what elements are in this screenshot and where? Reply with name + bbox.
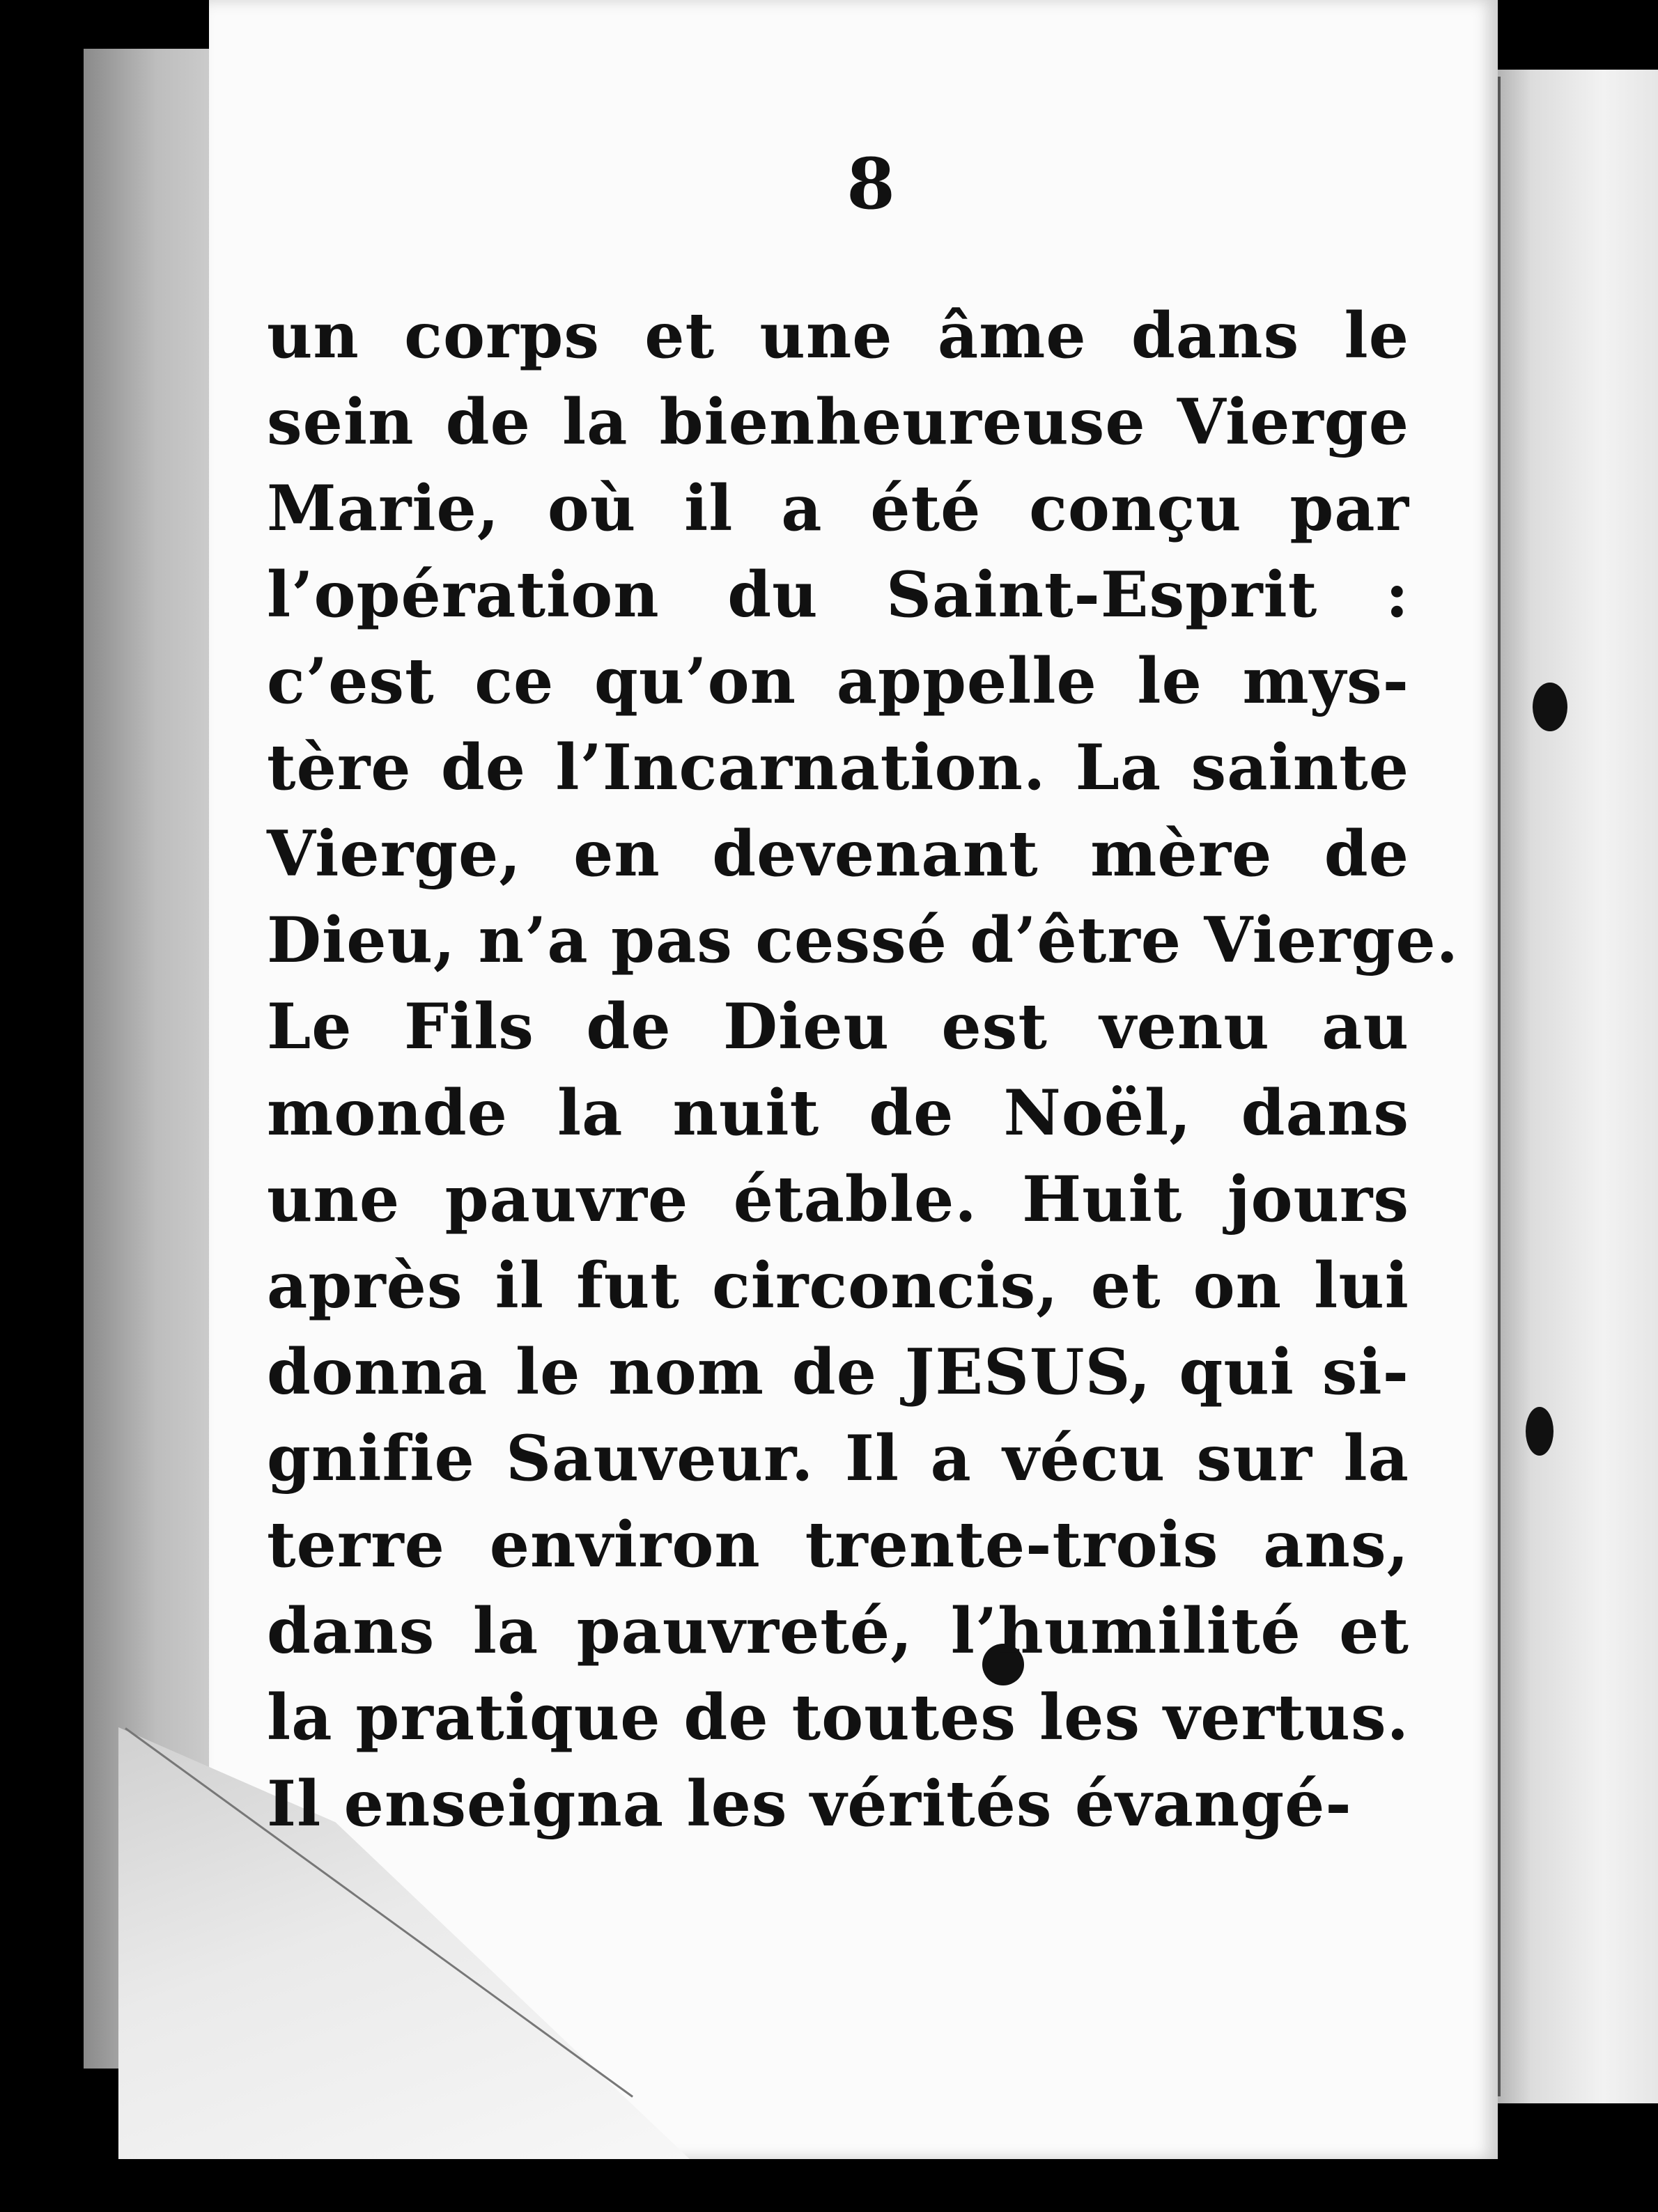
text-line: Il enseigna les vérités évangé-: [267, 1767, 1352, 1841]
text-line: l’opération du Saint-Esprit :: [267, 558, 1409, 632]
text-line: terre environ trente-trois ans,: [267, 1508, 1409, 1582]
text-line: Vierge, en devenant mère de: [267, 817, 1409, 891]
text-line: après il fut circoncis, et on lui: [267, 1249, 1409, 1323]
ink-blot: [1533, 683, 1567, 731]
text-line: donna le nom de JESUS, qui si-: [267, 1335, 1409, 1409]
page-edge-shadow: [1498, 77, 1501, 2096]
text-line: Dieu, n’a pas cessé d’être Vierge.: [267, 903, 1459, 977]
text-line: Marie, où il a été conçu par: [267, 472, 1409, 545]
ink-blot: [1526, 1407, 1554, 1456]
page-number: 8: [846, 143, 895, 225]
text-line: tère de l’Incarnation. La sainte: [267, 731, 1409, 804]
text-line: c’est ce qu’on appelle le mys-: [267, 644, 1409, 718]
text-line: dans la pauvreté, l’humilité et: [267, 1594, 1409, 1668]
text-line: sein de la bienheureuse Vierge: [267, 385, 1409, 459]
text-line: gnifie Sauveur. Il a vécu sur la: [267, 1422, 1409, 1495]
text-line: monde la nuit de Noël, dans: [267, 1076, 1409, 1150]
text-line: un corps et une âme dans le: [267, 299, 1409, 373]
text-line: la pratique de toutes les vertus.: [267, 1681, 1409, 1754]
text-line: Le Fils de Dieu est venu au: [267, 990, 1409, 1064]
body-text: [267, 293, 1459, 1847]
underlying-page-right: [1477, 70, 1658, 2103]
text-line: une pauvre étable. Huit jours: [267, 1162, 1409, 1236]
